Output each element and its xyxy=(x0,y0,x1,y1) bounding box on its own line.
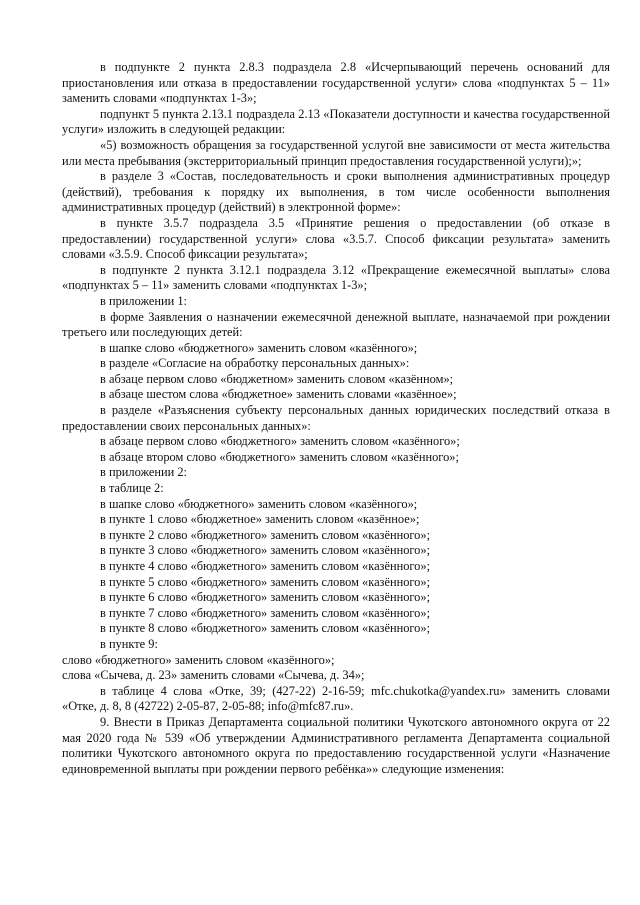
paragraph-1: в подпункте 2 пункта 2.8.3 подраздела 2.8 «Исчерпывающий перечень оснований для приостановления или отказа в предоставлении государственной услуги» слова «подпунктах 5 – 11» заменить словами «подпунктах 1-3»; xyxy=(62,60,610,106)
paragraph-14: в абзаце первом слово «бюджетного» заменить словом «казённого»; xyxy=(100,434,460,449)
paragraph-27: в пункте 9: xyxy=(100,636,158,651)
paragraph-25: в пункте 7 слово «бюджетного» заменить словом «казённого»; xyxy=(100,605,431,620)
paragraph-5: в пункте 3.5.7 подраздела 3.5 «Принятие решения о предоставлении (об отказе в предоставлении) государственной услуги» слова «3.5.7. Способ фиксации результата» заменить словами «3.5.9. Способ фиксации результата»; xyxy=(62,215,610,262)
paragraph-7: в приложении 1: xyxy=(100,293,188,308)
paragraph-9: в шапке слово «бюджетного» заменить словом «казённого»; xyxy=(100,340,418,355)
paragraph-19: в пункте 1 слово «бюджетное» заменить словом «казённое»; xyxy=(100,512,420,527)
paragraph-8: в форме Заявления о назначении ежемесячной денежной выплате, назначаемой при рождении третьего или последующих детей: xyxy=(62,309,610,340)
paragraph-29: слова «Сычева, д. 23» заменить словами «Сычева, д. 34»; xyxy=(62,668,365,683)
paragraph-18: в шапке слово «бюджетного» заменить словом «казённого»; xyxy=(100,496,418,511)
paragraph-24: в пункте 6 слово «бюджетного» заменить словом «казённого»; xyxy=(100,590,431,605)
paragraph-2: подпункт 5 пункта 2.13.1 подраздела 2.13 «Показатели доступности и качества государственной услуги» изложить в следующей редакции: xyxy=(62,106,610,137)
paragraph-16: в приложении 2: xyxy=(100,465,188,480)
paragraph-4: в разделе 3 «Состав, последовательность и сроки выполнения административных процедур (действий), требования к порядку их выполнения, в том числе особенности выполнения административных процедур (действий) в электронной форме»: xyxy=(62,169,610,215)
paragraph-3: «5) возможность обращения за государственной услугой вне зависимости от места жительства или места пребывания (экстерриториальный принцип предоставления государственной услуги);»; xyxy=(62,137,610,168)
paragraph-20: в пункте 2 слово «бюджетного» заменить словом «казённого»; xyxy=(100,527,431,542)
document-body xyxy=(62,60,610,777)
paragraph-23: в пункте 5 слово «бюджетного» заменить словом «казённого»; xyxy=(100,574,431,589)
paragraph-26: в пункте 8 слово «бюджетного» заменить словом «казённого»; xyxy=(100,621,431,636)
paragraph-13: в разделе «Разъяснения субъекту персональных данных юридических последствий отказа в предоставлении своих персональных данных»: xyxy=(62,403,610,433)
paragraph-31: 9. Внести в Приказ Департамента социальной политики Чукотского автономного округа от 22 мая 2020 года № 539 «Об утверждении Административного регламента Департамента социальной политики Чукотского автономного округа по предоставлению государственной услуги «Назначение единовременной выплаты при рождении первого ребёнка»» следующие изменения: xyxy=(62,714,610,776)
paragraph-28: слово «бюджетного» заменить словом «казённого»; xyxy=(62,652,335,667)
paragraph-10: в разделе «Согласие на обработку персональных данных»: xyxy=(100,356,410,371)
paragraph-17: в таблице 2: xyxy=(100,481,164,496)
paragraph-15: в абзаце втором слово «бюджетного» заменить словом «казённого»; xyxy=(100,449,459,464)
paragraph-12: в абзаце шестом слова «бюджетное» заменить словами «казённое»; xyxy=(100,387,457,402)
paragraph-21: в пункте 3 слово «бюджетного» заменить словом «казённого»; xyxy=(100,543,431,558)
paragraph-6: в подпункте 2 пункта 3.12.1 подраздела 3.12 «Прекращение ежемесячной выплаты» слова «подпунктах 5 – 11» заменить словами «подпунктах 1-3»; xyxy=(62,262,610,293)
paragraph-22: в пункте 4 слово «бюджетного» заменить словом «казённого»; xyxy=(100,559,431,573)
paragraph-11: в абзаце первом слово «бюджетном» заменить словом «казённом»; xyxy=(100,371,454,386)
paragraph-30: в таблице 4 слова «Отке, 39; (427-22) 2-16-59; mfc.chukotka@yandex.ru» заменить словами «Отке, д. 8, 8 (42722) 2-05-87, 2-05-88; info@mfc87.ru». xyxy=(62,683,610,714)
